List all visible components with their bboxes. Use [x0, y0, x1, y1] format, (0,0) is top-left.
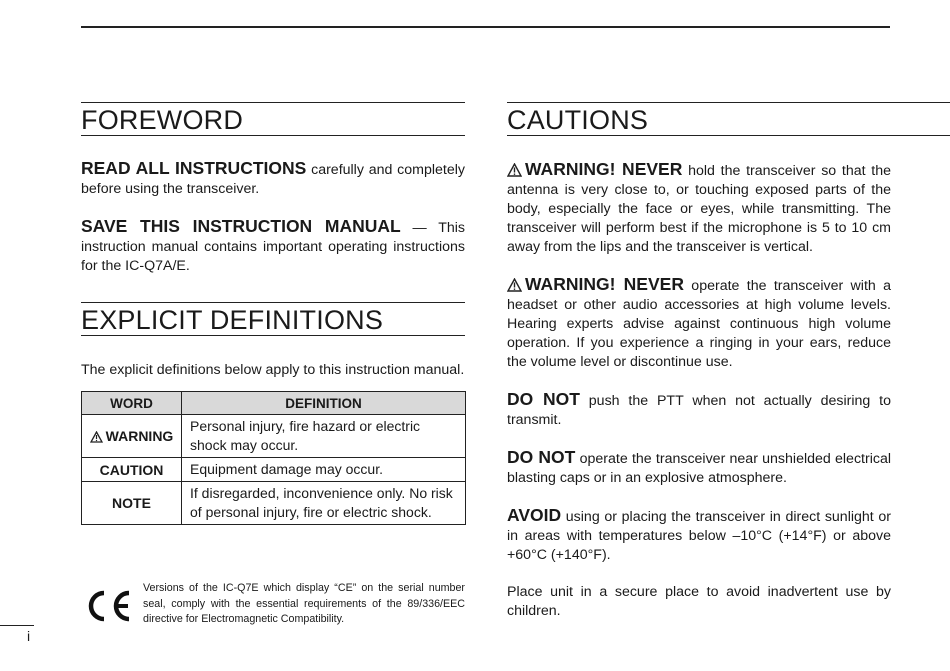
caution-lead: WARNING! NEVER: [525, 274, 684, 294]
definitions-heading: EXPLICIT DEFINITIONS: [81, 302, 465, 336]
column-header-word: WORD: [82, 392, 182, 415]
caution-item: [507, 583, 891, 621]
caution-text: operate the transceiver with a headset or other audio accessories at high volume levels. Hearing experts advise against continuous high volume operation. If you experience a ringing in your ears, reduce the volume level or discontinue use.: [507, 278, 892, 370]
warning-triangle-icon: [507, 278, 522, 292]
caution-lead: DO NOT: [507, 447, 576, 467]
word-cell: NOTE: [82, 482, 182, 525]
table-row: [82, 458, 466, 482]
foreword-paragraph-1: [81, 159, 465, 199]
foreword-paragraph-2: [81, 217, 465, 276]
caution-text: using or placing the transceiver in direct sunlight or in areas with temperatures below –10°C (+14°F) or above +60°C (+140°F).: [507, 509, 891, 563]
caution-item: [507, 390, 891, 430]
definition-cell: If disregarded, inconvenience only. No risk of personal injury, fire or electric shock.: [182, 482, 466, 525]
foreword-lead-1: READ ALL INSTRUCTIONS: [81, 158, 307, 178]
table-row: [82, 415, 466, 458]
ce-notice: [81, 581, 465, 629]
top-rule: [81, 26, 890, 28]
caution-item: [507, 160, 891, 257]
page-number: i: [27, 628, 31, 644]
page-number-rule: [0, 625, 34, 626]
definition-cell: Personal injury, fire hazard or electric shock may occur.: [182, 415, 466, 458]
caution-lead: AVOID: [507, 505, 562, 525]
ce-notice-text: Versions of the IC-Q7E which display “CE” on the serial number seal, comply with the essential requirements of the 89/336/EEC directive for Electromagnetic Compatibility.: [143, 582, 465, 626]
word-text: WARNING: [105, 428, 174, 444]
word-cell: CAUTION: [82, 458, 182, 482]
foreword-lead-2: SAVE THIS INSTRUCTION MANUAL: [81, 216, 401, 236]
caution-text: operate the transceiver near unshielded electrical blasting caps or in an explosive atmosphere.: [507, 451, 891, 486]
foreword-text-1: carefully and completely before using the transceiver.: [81, 162, 465, 197]
warning-triangle-icon: [90, 431, 103, 443]
foreword-heading: FOREWORD: [81, 102, 465, 136]
cautions-heading: CAUTIONS: [507, 102, 950, 136]
caution-text: hold the transceiver so that the antenna is very close to, or touching exposed parts of the body, especially the face or eyes, while transmitting. The transceiver will perform best if the microphone is 5 to 10 cm away from the lips and the transceiver is vertical.: [507, 163, 892, 255]
table-header-row: [82, 392, 466, 415]
right-column: [507, 102, 891, 621]
column-header-definition: DEFINITION: [182, 392, 466, 415]
ce-mark-icon: [84, 589, 134, 623]
caution-text: Place unit in a secure place to avoid inadvertent use by children.: [507, 584, 891, 619]
foreword-text-2: — This instruction manual contains important operating instructions for the IC-Q7A/E.: [81, 220, 466, 274]
caution-item: [507, 275, 891, 372]
caution-item: [507, 448, 891, 488]
caution-lead: WARNING! NEVER: [525, 159, 683, 179]
word-cell: [82, 415, 182, 458]
caution-lead: DO NOT: [507, 389, 580, 409]
warning-triangle-icon: [507, 163, 522, 177]
definition-cell: Equipment damage may occur.: [182, 458, 466, 482]
definitions-intro: The explicit definitions below apply to this instruction manual.: [81, 362, 465, 378]
table-row: [82, 482, 466, 525]
caution-item: [507, 506, 891, 565]
caution-text: push the PTT when not actually desiring to transmit.: [507, 393, 891, 428]
definitions-table: [81, 391, 466, 525]
left-column: [81, 102, 465, 525]
